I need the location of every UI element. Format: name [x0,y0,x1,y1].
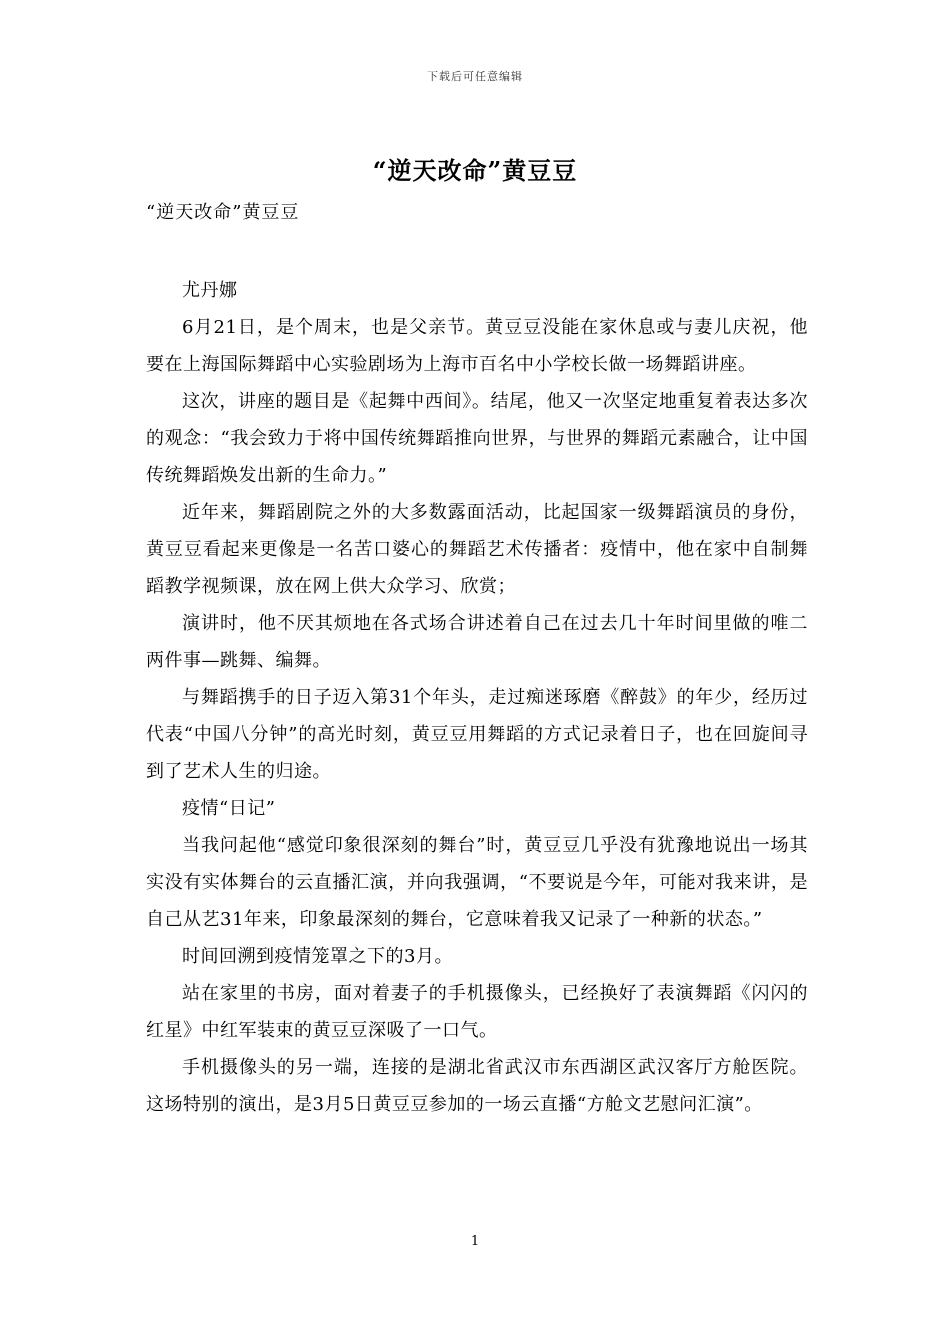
page-number: 1 [470,1234,480,1249]
paragraph: 与舞蹈携手的日子迈入第31个年头，走过痴迷琢磨《醉鼓》的年少，经历过代表“中国八分钟”的高光时刻，黄豆豆用舞蹈的方式记录着日子，也在回旋间寻到了艺术人生的归途。 [146,687,808,782]
paragraph: 手机摄像头的另一端，连接的是湖北省武汉市东西湖区武汉客厅方舱医院。这场特别的演出，是3月5日黄豆豆参加的一场云直播“方舱文艺慰问汇演”。 [146,1057,808,1115]
paragraph: 时间回溯到疫情笼罩之下的3月。 [182,946,453,967]
paragraph: 演讲时，他不厌其烦地在各式场合讲述着自己在过去几十年时间里做的唯二两件事—跳舞、编舞。 [146,613,808,671]
section-heading: 疫情“日记” [182,798,276,819]
author-line: 尤丹娜 [182,280,238,301]
paragraph: 站在家里的书房，面对着妻子的手机摄像头，已经换好了表演舞蹈《闪闪的红星》中红军装束的黄豆豆深吸了一口气。 [146,983,808,1041]
paragraph: 近年来，舞蹈剧院之外的大多数露面活动，比起国家一级舞蹈演员的身份，黄豆豆看起来更像是一名苦口婆心的舞蹈艺术传播者：疫情中，他在家中自制舞蹈教学视频课，放在网上供大众学习、欣赏； [146,502,808,597]
paragraph: 这次，讲座的题目是《起舞中西间》。结尾，他又一次坚定地重复着表达多次的观念：“我会致力于将中国传统舞蹈推向世界，与世界的舞蹈元素融合，让中国传统舞蹈焕发出新的生命力。” [146,391,808,486]
paragraph: 当我问起他“感觉印象很深刻的舞台”时，黄豆豆几乎没有犹豫地说出一场其实没有实体舞台的云直播汇演，并向我强调，“不要说是今年，可能对我来讲，是自己从艺31年来，印象最深刻的舞台，它意味着我又记录了一种新的状态。” [146,835,808,930]
document-subtitle: “逆天改命”黄豆豆 [146,202,300,223]
page-header-note: 下载后可任意编辑 [427,70,523,83]
article-body [146,272,808,1123]
document-title: “逆天改命”黄豆豆 [372,156,578,185]
paragraph: 6月21日，是个周末，也是父亲节。黄豆豆没能在家休息或与妻儿庆祝，他要在上海国际舞蹈中心实验剧场为上海市百名中小学校长做一场舞蹈讲座。 [146,317,808,375]
